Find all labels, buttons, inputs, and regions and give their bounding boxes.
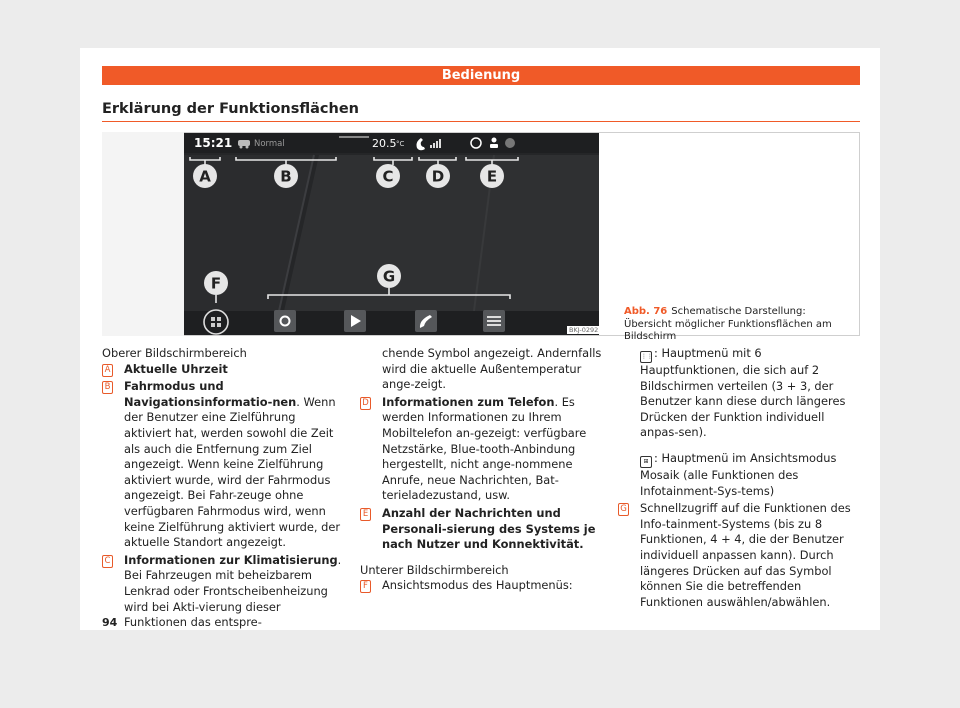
- list-item-b: [102, 379, 342, 551]
- marker-c: C: [102, 555, 113, 568]
- callout-b: [274, 164, 298, 188]
- list-item-a: [102, 362, 342, 378]
- marker-b: B: [102, 381, 113, 394]
- middle-column: [360, 346, 605, 596]
- caption-label: Abb. 76: [624, 306, 668, 317]
- marker-e: E: [360, 508, 371, 521]
- left-column: [102, 346, 342, 633]
- screen-time: 15:21: [194, 136, 233, 150]
- list-item-f: [360, 578, 605, 594]
- svg-text:E: E: [486, 167, 498, 186]
- callout-e: [480, 164, 504, 188]
- infotainment-screen: [184, 133, 599, 335]
- item-a-title: Aktuelle Uhrzeit: [124, 361, 228, 376]
- view-mode-paragraph-1: ⋮⋮: Hauptmenü mit 6 Hauptfunktionen, die sich auf 2 Bildschirmen verteilen (3 + 3, der Benutzer kann diese durch längeres Drücken der Funktion individuell anpas-sen).: [640, 346, 846, 440]
- svg-text:D: D: [431, 167, 445, 186]
- view-mode-paragraph-2: ⊞ : Hauptmenü im Ansichtsmodus Mosaik (alle Funktionen des Infotainment-Sys-tems): [640, 450, 837, 498]
- item-f-text: Ansichtsmodus des Hauptmenüs:: [382, 578, 573, 593]
- svg-text:A: A: [199, 167, 211, 186]
- item-d-title: Informationen zum Telefon: [382, 394, 555, 409]
- caption-text: Schematische Darstellung: Übersicht möglicher Funktionsflächen am Bildschirm: [624, 306, 832, 342]
- callout-g: [377, 264, 401, 288]
- list-item-g: [618, 501, 860, 610]
- title-divider: [102, 121, 860, 122]
- marker-a: A: [102, 364, 113, 377]
- callout-c: [376, 164, 400, 188]
- right-column: [618, 346, 860, 612]
- marker-f: F: [360, 580, 371, 593]
- item-b-title: Fahrmodus und Navigationsinformatio-nen: [124, 379, 297, 409]
- list-item-c: [102, 553, 342, 631]
- page-title: Erklärung der Funktionsflächen: [102, 101, 359, 117]
- svg-text:B: B: [280, 167, 292, 186]
- item-d-text: . Es werden Informationen zu Ihrem Mobiltelefon an-gezeigt: verfügbare Netzstärke, Blue-tooth-Anbindung hergestellt, nicht ange-nommene Anrufe, neue Nachrichten, Bat-terieladezustand, usw.: [382, 394, 587, 503]
- upper-area-heading: Oberer Bildschirmbereich: [102, 346, 247, 360]
- svg-text:G: G: [382, 267, 396, 286]
- page-number: 94: [102, 616, 118, 629]
- figure-margin: [102, 132, 184, 336]
- item-e-title: Anzahl der Nachrichten und Personali-sierung des Systems je nach Nutzer und Konnektivität.: [382, 505, 596, 552]
- apps-icon: [487, 316, 501, 326]
- item-b-text: . Wenn der Benutzer eine Zielführung aktiviert hat, werden sowohl die Zeit als auch die Entfernung zum Ziel angezeigt. Wenn keine Zielführung aktiviert wurde, wird der Fahrmodus angezeigt. Bei Fahr-zeuge ohne verfügbaren Fahrmodus wird, wenn keine Zielführung aktiviert wurde, der aktuelle Standort angezeigt.: [124, 394, 341, 550]
- section-header: Bedienung: [102, 66, 860, 85]
- item-g-text: Schnellzugriff auf die Funktionen des Info-tainment-Systems (bis zu 8 Funktionen, 4 + 4, die der Benutzer individuell anpassen kann). Durch längeres Drücken auf das Symbol können Sie die betreffenden Funktionen auswählen/abwählen.: [640, 501, 851, 609]
- callout-f: [204, 271, 228, 295]
- item-c-title: Informationen zur Klimatisierung: [124, 552, 338, 567]
- callout-d: [426, 164, 450, 188]
- figure-caption: [624, 306, 856, 344]
- manual-page: [80, 48, 880, 630]
- svg-text:F: F: [210, 274, 222, 293]
- marker-d: D: [360, 397, 371, 410]
- screen-temperature: 20.5: [372, 137, 397, 150]
- svg-text:C: C: [382, 167, 394, 186]
- list-item-e: [360, 506, 605, 553]
- item-c-text: . Bei Fahrzeugen mit beheizbarem Lenkrad oder Frontscheibenheizung wird bei Akti-vierung dieser Funktionen das entspre-: [124, 552, 342, 630]
- mosaic-menu-icon: ⊞: [640, 456, 652, 468]
- item-c-continuation: chende Symbol angezeigt. Andernfalls wird die aktuelle Außentemperatur ange-zeigt.: [382, 346, 602, 392]
- screen-drive-mode: Normal: [254, 139, 285, 149]
- lower-area-heading: Unterer Bildschirmbereich: [360, 562, 509, 577]
- callout-a: [193, 164, 217, 188]
- notification-badge-icon: [505, 138, 515, 148]
- marker-g: G: [618, 503, 629, 516]
- screen-temp-unit: °C: [396, 140, 405, 148]
- six-function-menu-icon: ⋮⋮: [640, 351, 652, 363]
- figure-code: BKJ-0292: [569, 326, 599, 334]
- list-item-d: [360, 395, 605, 504]
